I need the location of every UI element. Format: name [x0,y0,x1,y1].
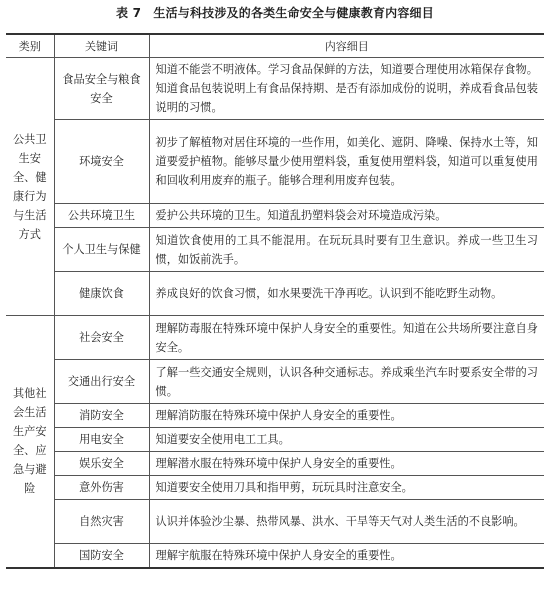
content-cell: 理解防毒服在特殊环境中保护人身安全的重要性。知道在公共场所要注意自身安全。 [149,316,544,360]
keyword-cell: 消防安全 [54,404,149,428]
content-cell: 养成良好的饮食习惯，如水果要洗干净再吃。认识到不能吃野生动物。 [149,272,544,316]
table-row [6,500,544,544]
content-cell: 知道要安全使用电工工具。 [149,428,544,452]
header-content: 内容细目 [149,34,544,58]
content-cell: 理解消防服在特殊环境中保护人身安全的重要性。 [149,404,544,428]
table-header-row [6,34,544,58]
keyword-cell: 国防安全 [54,544,149,568]
keyword-cell: 环境安全 [54,120,149,204]
header-category: 类别 [6,34,54,58]
content-cell: 知道不能尝不明液体。学习食品保鲜的方法，知道要合理使用冰箱保存食物。知道食品包装说明上有食品保持期、是否有添加成份的说明，养成看食品包装说明的习惯。 [149,58,544,120]
keyword-cell: 自然灾害 [54,500,149,544]
header-keyword: 关键词 [54,34,149,58]
keyword-cell: 个人卫生与保健 [54,228,149,272]
content-cell: 理解潜水服在特殊环境中保护人身安全的重要性。 [149,452,544,476]
content-cell: 了解一些交通安全规则，认识各种交通标志。养成乘坐汽车时要系安全带的习惯。 [149,360,544,404]
table-title: 表 7 生活与科技涉及的各类生命安全与健康教育内容细目 [116,6,434,20]
keyword-cell: 健康饮食 [54,272,149,316]
keyword-cell: 用电安全 [54,428,149,452]
keyword-cell: 娱乐安全 [54,452,149,476]
table-row [6,476,544,500]
table-row [6,228,544,272]
table-row [6,360,544,404]
table-row [6,120,544,204]
table-row [6,404,544,428]
content-cell: 爱护公共环境的卫生。知道乱扔塑料袋会对环境造成污染。 [149,204,544,228]
keyword-cell: 公共环境卫生 [54,204,149,228]
content-cell: 理解宇航服在特殊环境中保护人身安全的重要性。 [149,544,544,568]
keyword-cell: 意外伤害 [54,476,149,500]
keyword-cell: 交通出行安全 [54,360,149,404]
table-row [6,452,544,476]
content-cell: 知道饮食使用的工具不能混用。在玩玩具时要有卫生意识。养成一些卫生习惯，如饭前洗手。 [149,228,544,272]
table-row [6,428,544,452]
content-table [6,33,544,569]
table-row [6,316,544,360]
table-row [6,544,544,568]
table-row [6,272,544,316]
table-row [6,204,544,228]
category-cell-social-safety: 其他社会生活生产安全、应急与避险 [6,316,54,568]
content-cell: 知道要安全使用刀具和指甲剪，玩玩具时注意安全。 [149,476,544,500]
content-cell: 认识并体验沙尘暴、热带风暴、洪水、干旱等天气对人类生活的不良影响。 [149,500,544,544]
keyword-cell: 食品安全与粮食安全 [54,58,149,120]
category-cell-public-health: 公共卫生安全、健康行为与生活方式 [6,58,54,316]
content-cell: 初步了解植物对居住环境的一些作用，如美化、遮阴、降噪、保持水土等，知道要爱护植物。能够尽量少使用塑料袋，重复使用塑料袋，知道可以重复使用和回收利用废弃的瓶子。能够合理利用废弃包装。 [149,120,544,204]
table-row [6,58,544,120]
keyword-cell: 社会安全 [54,316,149,360]
